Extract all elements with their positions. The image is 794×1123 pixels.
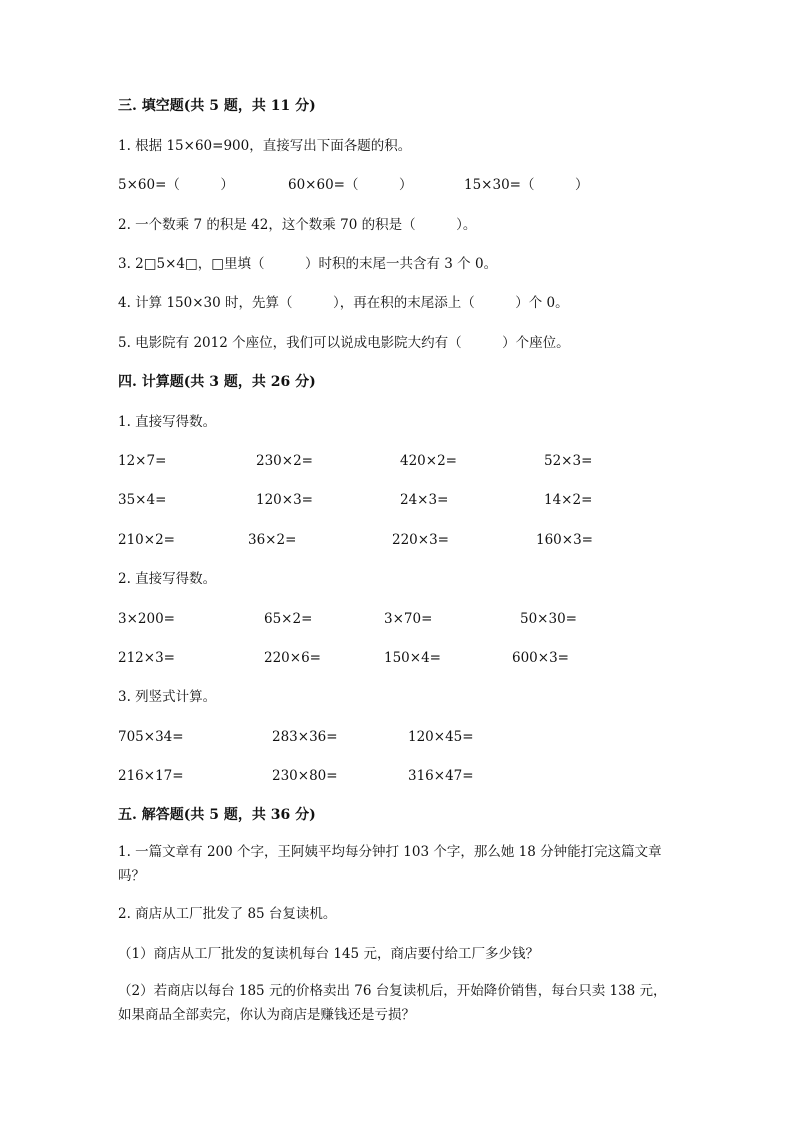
s3-q1-item-3: 15×30=（ ） xyxy=(464,177,589,193)
s3-question-5: 5. 电影院有 2012 个座位，我们可以说成电影院大约有（ ）个座位。 xyxy=(118,335,570,351)
calc-item: 52×3= xyxy=(544,453,593,469)
calc-item: 65×2= xyxy=(264,611,313,627)
calc-item: 210×2= xyxy=(118,532,175,548)
s3-question-4: 4. 计算 150×30 时，先算（ ），再在积的末尾添上（ ）个 0。 xyxy=(118,295,569,311)
calc-item: 120×45= xyxy=(408,729,474,745)
calc-item: 36×2= xyxy=(248,532,297,548)
calc-item: 600×3= xyxy=(512,650,569,666)
calc-item: 230×80= xyxy=(272,768,338,784)
section-4-heading: 四. 计算题(共 3 题，共 26 分) xyxy=(118,374,316,390)
calc-item: 12×7= xyxy=(118,453,167,469)
section-3-heading: 三. 填空题(共 5 题，共 11 分) xyxy=(118,98,316,114)
s3-q1-item-2: 60×60=（ ） xyxy=(288,177,413,193)
calc-item: 120×3= xyxy=(256,492,313,508)
s5-q2-sub-2: （2）若商店以每台 185 元的价格卖出 76 台复读机后，开始降价销售，每台只卖 138 元，如果商品全部卖完，你认为商店是赚钱还是亏损？ xyxy=(118,983,667,1023)
calc-item: 283×36= xyxy=(272,729,338,745)
calc-item: 50×30= xyxy=(520,611,577,627)
s3-q1-item-1: 5×60=（ ） xyxy=(118,177,234,193)
calc-item: 3×70= xyxy=(384,611,433,627)
s4-question-2: 2. 直接写得数。 xyxy=(118,571,217,587)
s5-q2-sub-1: （1）商店从工厂批发的复读机每台 145 元，商店要付给工厂多少钱？ xyxy=(118,946,539,962)
calc-item: 420×2= xyxy=(400,453,457,469)
s4-question-1: 1. 直接写得数。 xyxy=(118,414,217,430)
calc-item: 14×2= xyxy=(544,492,593,508)
calc-item: 24×3= xyxy=(400,492,449,508)
calc-item: 220×6= xyxy=(264,650,321,666)
calc-item: 316×47= xyxy=(408,768,474,784)
calc-item: 220×3= xyxy=(392,532,449,548)
calc-item: 216×17= xyxy=(118,768,184,784)
calc-item: 230×2= xyxy=(256,453,313,469)
s5-question-1: 1. 一篇文章有 200 个字，王阿姨平均每分钟打 103 个字，那么她 18 分钟能打完这篇文章吗？ xyxy=(118,844,662,884)
calc-item: 35×4= xyxy=(118,492,167,508)
s4-question-3: 3. 列竖式计算。 xyxy=(118,689,217,705)
calc-item: 3×200= xyxy=(118,611,175,627)
calc-item: 705×34= xyxy=(118,729,184,745)
s3-question-3: 3. 2□5×4□，□里填（ ）时积的末尾一共含有 3 个 0。 xyxy=(118,256,498,272)
calc-item: 212×3= xyxy=(118,650,175,666)
section-5-heading: 五. 解答题(共 5 题，共 36 分) xyxy=(118,807,316,823)
s5-question-2: 2. 商店从工厂批发了 85 台复读机。 xyxy=(118,906,337,922)
s3-question-1: 1. 根据 15×60=900，直接写出下面各题的积。 xyxy=(118,138,412,154)
calc-item: 160×3= xyxy=(536,532,593,548)
calc-item: 150×4= xyxy=(384,650,441,666)
s3-question-2: 2. 一个数乘 7 的积是 42，这个数乘 70 的积是（ ）。 xyxy=(118,217,477,233)
